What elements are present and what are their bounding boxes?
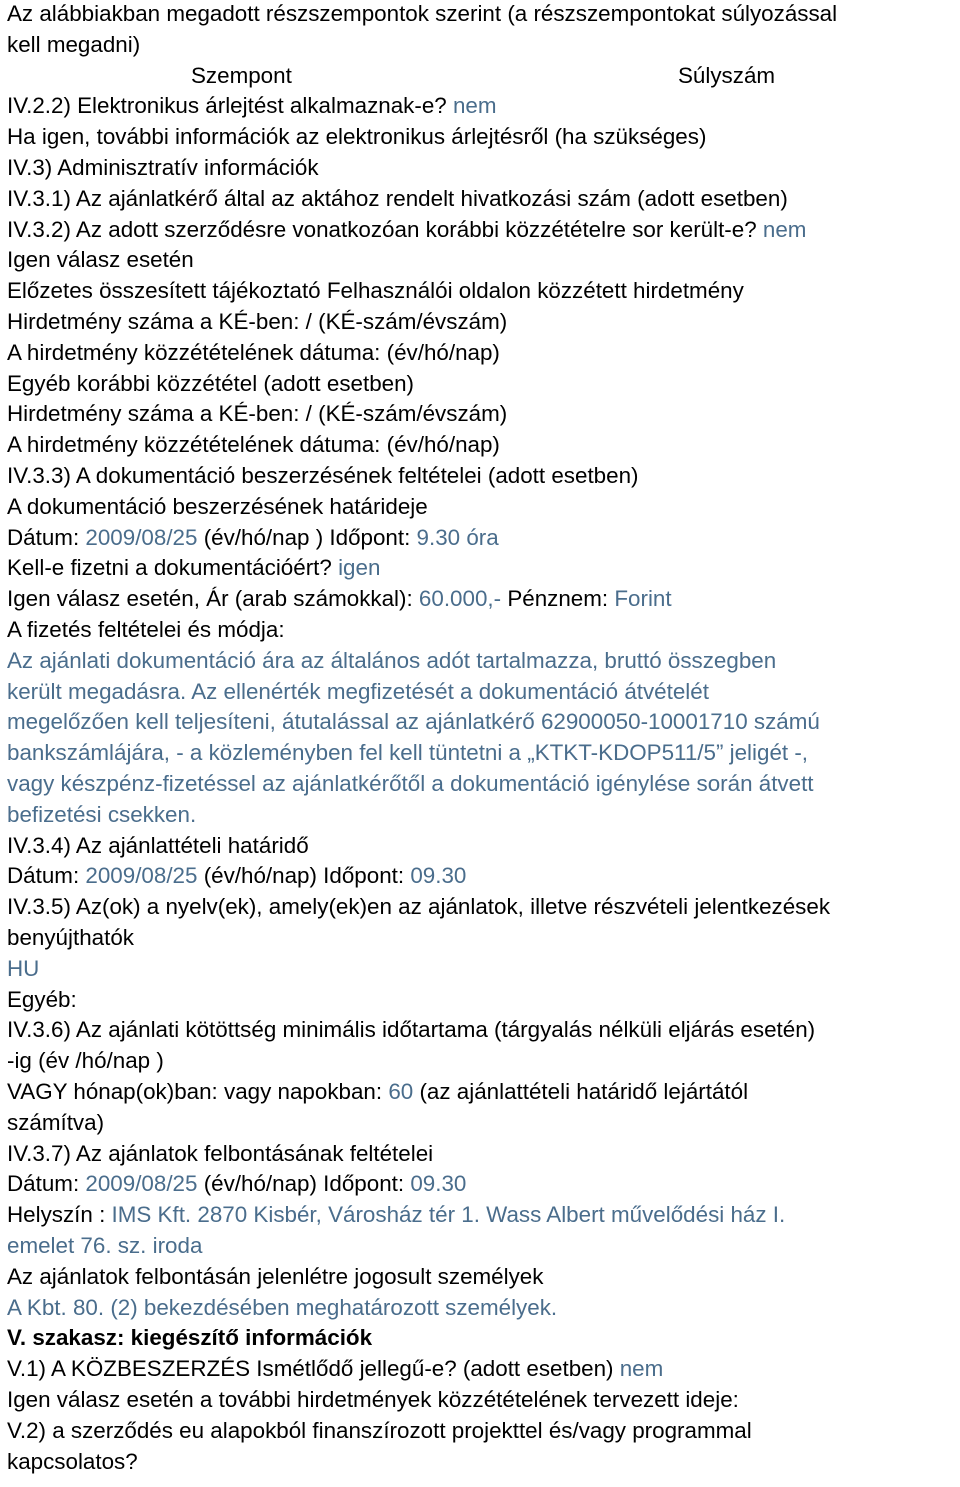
label-text: A fizetés feltételei és módja: xyxy=(7,617,285,642)
label-text: számítva) xyxy=(7,1109,105,1135)
label-text: Egyéb: xyxy=(7,986,77,1012)
text-line xyxy=(7,616,285,644)
label-text: Igen válasz esetén, Ár (arab számokkal): xyxy=(7,586,419,612)
text-line xyxy=(7,277,744,305)
text-line xyxy=(7,678,709,706)
text-line xyxy=(7,0,837,28)
label-text: Hirdetmény száma a KÉ-ben: / (KÉ-szám/évszám) xyxy=(7,309,508,334)
label-text: A hirdetmény közzétételének dátuma: (év/hó/nap) xyxy=(7,339,500,365)
label-text: A hirdetmény közzétételének dátuma: (év/hó/nap) xyxy=(7,432,500,458)
label-text: kapcsolatos? xyxy=(7,1448,138,1474)
text-line xyxy=(7,647,776,675)
text-line xyxy=(7,1047,164,1075)
text-line xyxy=(7,400,507,428)
text-line xyxy=(7,31,140,59)
label-text: IV.3.7) Az ajánlatok felbontásának feltételei xyxy=(7,1140,434,1166)
field-value: HU xyxy=(7,955,40,981)
field-value: 60 xyxy=(388,1079,414,1104)
field-value: vagy készpénz-fizetéssel az ajánlatkérőtől a dokumentáció igénylése során átvett xyxy=(7,771,814,796)
text-line xyxy=(7,524,499,552)
field-value: 2009/08/25 xyxy=(85,863,198,889)
text-line xyxy=(7,893,830,921)
text-line xyxy=(7,801,196,829)
label-text: IV.3.3) A dokumentáció beszerzésének feltételei (adott esetben) xyxy=(7,463,639,488)
column-header-criterion: Szempont xyxy=(191,62,292,88)
column-header-weight: Súlyszám xyxy=(678,62,776,88)
text-line xyxy=(7,1109,104,1137)
field-value: került megadásra. Az ellenérték megfizetését a dokumentáció átvételét xyxy=(7,678,709,704)
field-value: megelőzően kell teljesíteni, átutalással az ajánlatkérő 62900050-10001710 számú xyxy=(7,709,820,735)
label-text: (az ajánlattételi határidő lejártától xyxy=(413,1079,749,1104)
label-text: V.2) a szerződés eu alapokból finanszírozott projekttel és/vagy programmal xyxy=(7,1417,752,1443)
label-text: Dátum: xyxy=(7,863,86,889)
label-text: Előzetes összesített tájékoztató Felhasználói oldalon közzétett hirdetmény xyxy=(7,278,744,304)
label-text: Az ajánlatok felbontásán jelenlétre jogosult személyek xyxy=(7,1263,544,1289)
label-text: Helyszín : xyxy=(7,1202,112,1228)
field-value: 09.30 xyxy=(410,863,467,889)
label-text: Igen válasz esetén xyxy=(7,247,194,273)
field-value: IMS Kft. 2870 Kisbér, Városház tér 1. Wass Albert művelődési ház I. xyxy=(111,1202,786,1228)
text-line xyxy=(7,1417,752,1445)
field-value: Forint xyxy=(614,586,672,612)
text-line xyxy=(7,955,39,983)
label-text: IV.3.6) Az ajánlati kötöttség minimális időtartama (tárgyalás nélküli eljárás esetén) xyxy=(7,1017,816,1043)
field-value: 2009/08/25 xyxy=(85,524,198,550)
text-line xyxy=(7,1078,748,1106)
text-line xyxy=(7,924,134,952)
text-line xyxy=(7,92,497,120)
text-line xyxy=(7,123,706,151)
text-line xyxy=(7,1170,466,1198)
label-text: kell megadni) xyxy=(7,31,141,57)
field-value: nem xyxy=(762,216,807,242)
field-value: bankszámlájára, - a közleményben fel kell tüntetni a „KTKT-KDOP511/5” jeligét -, xyxy=(7,740,809,766)
field-value: A Kbt. 80. (2) bekezdésében meghatározott személyek. xyxy=(7,1294,558,1320)
label-text: A dokumentáció beszerzésének határideje xyxy=(7,493,428,519)
text-line xyxy=(7,739,808,767)
label-text: IV.3.2) Az adott szerződésre vonatkozóan korábbi közzétételre sor került-e? xyxy=(7,216,763,242)
text-line xyxy=(7,462,638,490)
text-line xyxy=(7,308,507,336)
field-value: befizetési csekken. xyxy=(7,801,197,827)
text-line xyxy=(7,370,414,398)
label-text: V.1) A KÖZBESZERZÉS Ismétlődő jellegű-e? (adott esetben) xyxy=(7,1356,620,1382)
label-text: Ha igen, további információk az elektronikus árlejtésről (ha szükséges) xyxy=(7,124,707,150)
field-value: nem xyxy=(619,1356,664,1382)
label-text: Igen válasz esetén a további hirdetmények közzétételének tervezett ideje: xyxy=(7,1387,739,1412)
label-text: (év/hó/nap ) Időpont: xyxy=(197,524,417,550)
field-value: nem xyxy=(452,93,497,119)
text-line xyxy=(7,708,820,736)
text-line xyxy=(7,1016,815,1044)
field-value: 60.000,- xyxy=(418,586,502,612)
text-line xyxy=(7,1448,138,1476)
text-line xyxy=(7,770,814,798)
text-line xyxy=(7,431,500,459)
text-line xyxy=(7,1232,202,1260)
text-line xyxy=(7,986,77,1014)
text-line xyxy=(7,339,500,367)
label-text: (év/hó/nap) Időpont: xyxy=(197,863,411,889)
label-text: Dátum: xyxy=(7,1171,86,1197)
text-line xyxy=(7,154,319,182)
text-line xyxy=(7,246,194,274)
label-text: IV.2.2) Elektronikus árlejtést alkalmaznak-e? xyxy=(7,93,453,119)
label-text: Kell-e fizetni a dokumentációért? xyxy=(7,555,339,581)
label-text: IV.3.4) Az ajánlattételi határidő xyxy=(7,832,309,858)
field-value: 9.30 óra xyxy=(416,524,499,550)
label-text: benyújthatók xyxy=(7,925,134,950)
text-line xyxy=(7,1140,433,1168)
label-text: IV.3.5) Az(ok) a nyelv(ek), amely(ek)en az ajánlatok, illetve részvételi jelentkezések xyxy=(7,894,831,920)
text-line xyxy=(7,493,428,521)
label-text: Egyéb korábbi közzététel (adott esetben) xyxy=(7,370,415,396)
text-line xyxy=(7,185,788,213)
text-line xyxy=(7,1355,663,1383)
text-line xyxy=(7,1386,739,1414)
text-line xyxy=(7,554,380,582)
text-line xyxy=(7,216,806,244)
text-line xyxy=(7,1201,785,1229)
label-text: IV.3.1) Az ajánlatkérő által az aktához rendelt hivatkozási szám (adott esetben) xyxy=(7,185,788,211)
text-line xyxy=(7,1324,372,1352)
field-value: 2009/08/25 xyxy=(85,1171,198,1197)
label-text: (év/hó/nap) Időpont: xyxy=(197,1171,411,1197)
text-line xyxy=(7,832,309,860)
label-text: VAGY hónap(ok)ban: vagy napokban: xyxy=(7,1079,389,1104)
label-text: Az alábbiakban megadott részszempontok szerint (a részszempontokat súlyozással xyxy=(7,1,838,26)
label-text: -ig (év /hó/nap ) xyxy=(7,1048,164,1074)
text-line xyxy=(7,1263,543,1291)
text-line xyxy=(7,1294,557,1322)
label-text: Dátum: xyxy=(7,524,86,550)
text-line xyxy=(7,862,466,890)
section-heading: V. szakasz: kiegészítő információk xyxy=(7,1325,373,1351)
field-value: 09.30 xyxy=(410,1171,467,1197)
text-line xyxy=(7,585,672,613)
field-value: emelet 76. sz. iroda xyxy=(7,1233,203,1258)
text-line xyxy=(7,62,955,90)
label-text: Pénznem: xyxy=(501,586,615,612)
label-text: IV.3) Adminisztratív információk xyxy=(7,155,319,180)
field-value: Az ajánlati dokumentáció ára az általános adót tartalmazza, bruttó összegben xyxy=(7,647,777,673)
label-text: Hirdetmény száma a KÉ-ben: / (KÉ-szám/évszám) xyxy=(7,401,508,427)
field-value: igen xyxy=(338,555,381,581)
